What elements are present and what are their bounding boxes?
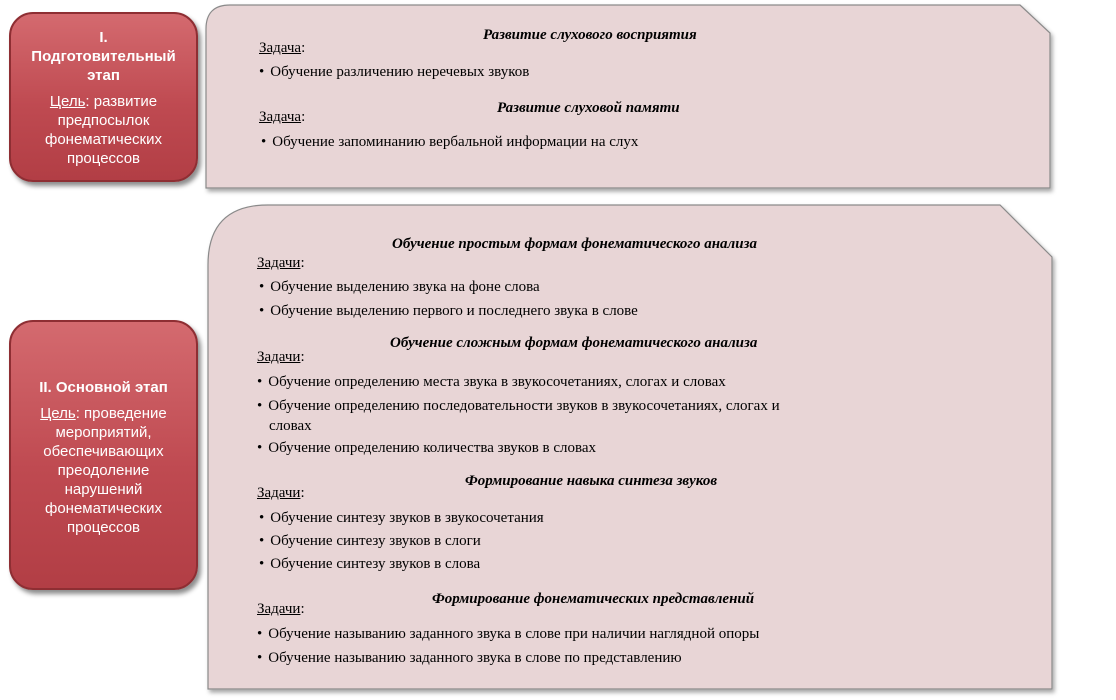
stage-1-goal-label: Цель xyxy=(49,93,86,110)
task-label: Задачи: xyxy=(257,485,305,501)
task-label-text: Задача xyxy=(259,40,302,56)
stage-1-box xyxy=(9,12,198,182)
list-item-text: Обучение выделению звука на фоне слова xyxy=(270,279,540,295)
task-label-text: Задачи xyxy=(257,485,301,501)
stage-1-title-line2: Подготовительный xyxy=(31,48,176,65)
stage-1-title-line3: этап xyxy=(87,67,120,84)
task-label-text: Задачи xyxy=(257,601,301,617)
list-item: • Обучение различению неречевых звуков xyxy=(259,64,530,80)
list-item-text: Обучение выделению первого и последнего звука в слове xyxy=(270,303,638,319)
section-title: Развитие слухового восприятия xyxy=(483,27,697,43)
list-item-text: Обучение называнию заданного звука в слове при наличии наглядной опоры xyxy=(268,626,760,642)
list-item: • Обучение называнию заданного звука в слове по представлению xyxy=(257,650,682,666)
stage-1-goal-text-1: : развитие xyxy=(85,93,158,110)
stage-2-goal-text-2: мероприятий, xyxy=(55,424,152,441)
list-item-text: Обучение определению количества звуков в словах xyxy=(268,440,597,456)
list-item: • Обучение выделению звука на фоне слова xyxy=(259,279,540,295)
list-item: • Обучение синтезу звуков в слова xyxy=(259,556,481,572)
list-item-text: Обучение синтезу звуков в звукосочетания xyxy=(270,510,544,526)
list-item-text: Обучение запоминанию вербальной информации на слух xyxy=(272,134,639,150)
list-item: • Обучение синтезу звуков в звукосочетания xyxy=(259,510,544,526)
task-label-text: Задачи xyxy=(257,255,301,271)
stage-1-goal xyxy=(21,92,186,111)
task-label-text: Задача xyxy=(259,109,302,125)
stage-2-goal-label: Цель xyxy=(40,405,76,422)
list-item: • Обучение запоминанию вербальной информации на слух xyxy=(261,134,639,150)
stage-2-box xyxy=(9,320,198,590)
stage-2-title: II. Основной этап xyxy=(39,379,168,396)
stage-2-goal-text-1: : проведение xyxy=(75,405,167,422)
stage-2-goal-text-6: фонематических xyxy=(45,500,162,517)
stage-1-title-line1: I. xyxy=(99,29,108,46)
list-item-text: Обучение различению неречевых звуков xyxy=(270,64,530,80)
stage-2-goal-text-4: преодоление xyxy=(57,462,150,479)
stage-1-goal-text-3: фонематических xyxy=(45,131,162,148)
task-label: Задачи: xyxy=(257,349,305,365)
list-item-text: Обучение определению последовательности звуков в звукосочетаниях, слогах и xyxy=(268,398,780,414)
list-item: • Обучение выделению первого и последнего звука в слове xyxy=(259,303,638,319)
section-title: Развитие слуховой памяти xyxy=(497,100,680,116)
list-item-text: Обучение определению места звука в звукосочетаниях, слогах и словах xyxy=(268,374,726,390)
section-title: Обучение сложным формам фонематического анализа xyxy=(390,335,758,351)
list-item-text: Обучение синтезу звуков в слоги xyxy=(270,533,481,549)
task-label: Задача: xyxy=(259,109,306,125)
section-title: Обучение простым формам фонематического анализа xyxy=(392,236,757,252)
stage-2-goal-text-7: процессов xyxy=(66,519,141,536)
section-title: Формирование фонематических представлений xyxy=(432,591,755,607)
stage-2-goal-text-5: нарушений xyxy=(64,481,143,498)
list-item: • Обучение синтезу звуков в слоги xyxy=(259,533,481,549)
task-label: Задачи: xyxy=(257,601,305,617)
list-item: • Обучение называнию заданного звука в слове при наличии наглядной опоры xyxy=(257,626,760,642)
list-item: • Обучение определению количества звуков в словах xyxy=(257,440,597,456)
section-title: Формирование навыка синтеза звуков xyxy=(465,473,718,489)
task-label: Задачи: xyxy=(257,255,305,271)
stage-1-goal-text-2: предпосылок xyxy=(57,112,150,129)
list-item-text: Обучение называнию заданного звука в слове по представлению xyxy=(268,650,682,666)
task-label-text: Задачи xyxy=(257,349,301,365)
stage-1-goal-text-4: процессов xyxy=(66,150,141,167)
stage-2-goal xyxy=(19,404,188,423)
stage-2-goal-text-3: обеспечивающих xyxy=(43,443,164,460)
list-item-continuation: словах xyxy=(269,418,312,434)
list-item: • Обучение определению последовательности звуков в звукосочетаниях, слогах и xyxy=(257,398,780,414)
list-item-text: Обучение синтезу звуков в слова xyxy=(270,556,481,572)
task-label: Задача: xyxy=(259,40,306,56)
list-item: • Обучение определению места звука в звукосочетаниях, слогах и словах xyxy=(257,374,726,390)
